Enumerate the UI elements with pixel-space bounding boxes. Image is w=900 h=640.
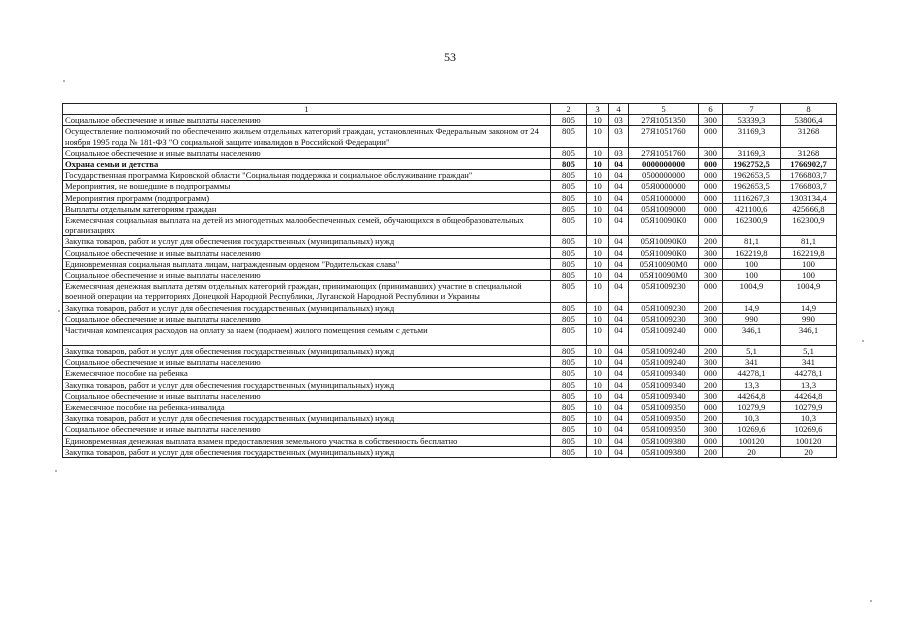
row-section-cell: 10 <box>587 147 609 158</box>
header-cell: 1 <box>63 104 551 115</box>
row-section-cell: 10 <box>587 170 609 181</box>
row-amount-2025-cell: 1766803,7 <box>781 181 837 192</box>
row-code-cell: 805 <box>551 247 587 258</box>
table-row <box>63 402 837 413</box>
row-subsection-cell: 03 <box>609 126 629 147</box>
row-code-cell: 805 <box>551 147 587 158</box>
row-article-cell: 05Я1009340 <box>629 390 699 401</box>
table-row <box>63 325 837 346</box>
header-cell: 5 <box>629 104 699 115</box>
row-article-cell: 27Я1051760 <box>629 147 699 158</box>
row-name-cell: Ежемесячная социальная выплата на детей из многодетных малообеспеченных семей, обучающихся в общеобразовательных организациях <box>63 215 551 236</box>
row-section-cell: 10 <box>587 413 609 424</box>
row-code-cell: 805 <box>551 357 587 368</box>
table-row <box>63 390 837 401</box>
table-body <box>63 104 837 458</box>
row-amount-2025-cell: 10,3 <box>781 413 837 424</box>
row-amount-2024-cell: 1004,9 <box>723 281 781 302</box>
table-row <box>63 181 837 192</box>
row-code-cell: 805 <box>551 435 587 446</box>
row-code-cell: 805 <box>551 270 587 281</box>
row-article-cell: 05Я1009350 <box>629 413 699 424</box>
header-cell: 6 <box>699 104 723 115</box>
row-subsection-cell: 04 <box>609 379 629 390</box>
row-amount-2025-cell: 5,1 <box>781 346 837 357</box>
row-amount-2025-cell: 162300,9 <box>781 215 837 236</box>
row-section-cell: 10 <box>587 236 609 247</box>
row-name-cell: Охрана семьи и детства <box>63 159 551 170</box>
row-type-cell: 000 <box>699 368 723 379</box>
row-amount-2024-cell: 1962653,5 <box>723 170 781 181</box>
row-section-cell: 10 <box>587 215 609 236</box>
table-row <box>63 435 837 446</box>
row-name-cell: Частичная компенсация расходов на оплату за наем (поднаем) жилого помещения семьям с детьми <box>63 325 551 346</box>
table-row <box>63 215 837 236</box>
row-amount-2025-cell: 341 <box>781 357 837 368</box>
row-code-cell: 805 <box>551 379 587 390</box>
row-section-cell: 10 <box>587 281 609 302</box>
row-name-cell: Закупка товаров, работ и услуг для обеспечения государственных (муниципальных) нужд <box>63 379 551 390</box>
scan-speck <box>63 80 65 82</box>
row-name-cell: Социальное обеспечение и иные выплаты населению <box>63 390 551 401</box>
row-amount-2024-cell: 81,1 <box>723 236 781 247</box>
row-name-cell: Социальное обеспечение и иные выплаты населению <box>63 270 551 281</box>
row-code-cell: 805 <box>551 302 587 313</box>
row-name-cell: Единовременная социальная выплата лицам, награжденным орденом "Родительская слава" <box>63 258 551 269</box>
row-amount-2024-cell: 10,3 <box>723 413 781 424</box>
row-amount-2024-cell: 990 <box>723 313 781 324</box>
row-type-cell: 000 <box>699 192 723 203</box>
row-name-cell: Единовременная денежная выплата взамен предоставления земельного участка в собственность бесплатно <box>63 435 551 446</box>
table-row <box>63 170 837 181</box>
row-code-cell: 805 <box>551 115 587 126</box>
row-subsection-cell: 04 <box>609 215 629 236</box>
row-amount-2025-cell: 44278,1 <box>781 368 837 379</box>
row-amount-2024-cell: 1962653,5 <box>723 181 781 192</box>
table-row <box>63 413 837 424</box>
row-name-cell: Социальное обеспечение и иные выплаты населению <box>63 115 551 126</box>
row-article-cell: 05Я10090К0 <box>629 215 699 236</box>
header-row <box>63 104 837 115</box>
row-code-cell: 805 <box>551 170 587 181</box>
row-amount-2024-cell: 31169,3 <box>723 126 781 147</box>
row-section-cell: 10 <box>587 424 609 435</box>
row-subsection-cell: 04 <box>609 368 629 379</box>
row-subsection-cell: 04 <box>609 424 629 435</box>
row-section-cell: 10 <box>587 247 609 258</box>
header-cell: 8 <box>781 104 837 115</box>
header-cell: 2 <box>551 104 587 115</box>
row-code-cell: 805 <box>551 368 587 379</box>
row-amount-2025-cell: 31268 <box>781 126 837 147</box>
row-type-cell: 000 <box>699 325 723 346</box>
row-subsection-cell: 04 <box>609 413 629 424</box>
row-section-cell: 10 <box>587 126 609 147</box>
table-row <box>63 379 837 390</box>
row-section-cell: 10 <box>587 390 609 401</box>
table-row <box>63 247 837 258</box>
row-article-cell: 05Я1009350 <box>629 402 699 413</box>
table-row <box>63 236 837 247</box>
row-amount-2024-cell: 53339,3 <box>723 115 781 126</box>
row-code-cell: 805 <box>551 281 587 302</box>
row-article-cell: 05Я1009000 <box>629 203 699 214</box>
row-subsection-cell: 04 <box>609 446 629 457</box>
scan-speck <box>870 600 872 602</box>
row-amount-2024-cell: 100120 <box>723 435 781 446</box>
row-name-cell: Государственная программа Кировской области "Социальная поддержка и социальное обслуживание граждан" <box>63 170 551 181</box>
row-name-cell: Закупка товаров, работ и услуг для обеспечения государственных (муниципальных) нужд <box>63 413 551 424</box>
row-name-cell: Осуществление полномочий по обеспечению жильем отдельных категорий граждан, установленных Федеральным законом от 24 ноября 1995 года № 181-ФЗ "О социальной защите инвалидов в Российской Федерации" <box>63 126 551 147</box>
row-code-cell: 805 <box>551 236 587 247</box>
table-row <box>63 115 837 126</box>
row-amount-2025-cell: 10269,6 <box>781 424 837 435</box>
row-subsection-cell: 03 <box>609 115 629 126</box>
header-cell: 4 <box>609 104 629 115</box>
row-type-cell: 200 <box>699 446 723 457</box>
row-subsection-cell: 04 <box>609 159 629 170</box>
row-amount-2025-cell: 53806,4 <box>781 115 837 126</box>
row-amount-2025-cell: 162219,8 <box>781 247 837 258</box>
row-type-cell: 300 <box>699 147 723 158</box>
table-row <box>63 147 837 158</box>
row-amount-2024-cell: 44278,1 <box>723 368 781 379</box>
row-amount-2024-cell: 10269,6 <box>723 424 781 435</box>
row-amount-2025-cell: 1303134,4 <box>781 192 837 203</box>
row-section-cell: 10 <box>587 115 609 126</box>
row-type-cell: 300 <box>699 424 723 435</box>
row-type-cell: 000 <box>699 203 723 214</box>
row-amount-2024-cell: 100 <box>723 270 781 281</box>
row-code-cell: 805 <box>551 258 587 269</box>
row-amount-2024-cell: 14,9 <box>723 302 781 313</box>
row-subsection-cell: 04 <box>609 247 629 258</box>
row-name-cell: Ежемесячное пособие на ребенка-инвалида <box>63 402 551 413</box>
row-type-cell: 000 <box>699 402 723 413</box>
table-row <box>63 281 837 302</box>
row-section-cell: 10 <box>587 379 609 390</box>
row-amount-2024-cell: 1962752,5 <box>723 159 781 170</box>
row-amount-2024-cell: 44264,8 <box>723 390 781 401</box>
row-amount-2024-cell: 1116267,3 <box>723 192 781 203</box>
row-section-cell: 10 <box>587 159 609 170</box>
page-number: 53 <box>444 50 456 64</box>
row-type-cell: 300 <box>699 390 723 401</box>
row-name-cell: Социальное обеспечение и иные выплаты населению <box>63 313 551 324</box>
row-section-cell: 10 <box>587 181 609 192</box>
row-type-cell: 300 <box>699 247 723 258</box>
row-subsection-cell: 04 <box>609 325 629 346</box>
row-article-cell: 05Я10090М0 <box>629 270 699 281</box>
row-amount-2025-cell: 31268 <box>781 147 837 158</box>
row-amount-2024-cell: 20 <box>723 446 781 457</box>
row-code-cell: 805 <box>551 181 587 192</box>
row-type-cell: 300 <box>699 270 723 281</box>
row-code-cell: 805 <box>551 325 587 346</box>
row-article-cell: 05Я1009230 <box>629 302 699 313</box>
row-type-cell: 300 <box>699 357 723 368</box>
row-subsection-cell: 03 <box>609 147 629 158</box>
row-amount-2025-cell: 346,1 <box>781 325 837 346</box>
row-subsection-cell: 04 <box>609 258 629 269</box>
row-name-cell: Социальное обеспечение и иные выплаты населению <box>63 424 551 435</box>
row-article-cell: 05Я10090М0 <box>629 258 699 269</box>
row-name-cell: Социальное обеспечение и иные выплаты населению <box>63 247 551 258</box>
row-name-cell: Социальное обеспечение и иные выплаты населению <box>63 357 551 368</box>
row-type-cell: 000 <box>699 258 723 269</box>
row-subsection-cell: 04 <box>609 170 629 181</box>
header-cell: 7 <box>723 104 781 115</box>
row-amount-2025-cell: 1004,9 <box>781 281 837 302</box>
row-section-cell: 10 <box>587 346 609 357</box>
row-amount-2025-cell: 81,1 <box>781 236 837 247</box>
row-amount-2024-cell: 100 <box>723 258 781 269</box>
table-row <box>63 346 837 357</box>
row-type-cell: 200 <box>699 302 723 313</box>
scan-speck <box>55 470 57 472</box>
table-row <box>63 192 837 203</box>
row-code-cell: 805 <box>551 215 587 236</box>
scan-speck <box>862 340 864 342</box>
row-article-cell: 05Я1009350 <box>629 424 699 435</box>
row-subsection-cell: 04 <box>609 270 629 281</box>
row-subsection-cell: 04 <box>609 357 629 368</box>
row-article-cell: 05Я1009340 <box>629 368 699 379</box>
row-article-cell: 05Я1009240 <box>629 357 699 368</box>
row-name-cell: Ежемесячное пособие на ребенка <box>63 368 551 379</box>
row-name-cell: Закупка товаров, работ и услуг для обеспечения государственных (муниципальных) нужд <box>63 346 551 357</box>
table-row <box>63 424 837 435</box>
row-type-cell: 000 <box>699 281 723 302</box>
row-article-cell: 05Я1009240 <box>629 346 699 357</box>
row-amount-2025-cell: 13,3 <box>781 379 837 390</box>
row-article-cell: 0500000000 <box>629 170 699 181</box>
table-row <box>63 302 837 313</box>
row-amount-2025-cell: 14,9 <box>781 302 837 313</box>
row-amount-2025-cell: 1766803,7 <box>781 170 837 181</box>
row-amount-2024-cell: 10279,9 <box>723 402 781 413</box>
row-type-cell: 200 <box>699 379 723 390</box>
row-amount-2025-cell: 425666,8 <box>781 203 837 214</box>
row-article-cell: 05Я1009380 <box>629 435 699 446</box>
row-section-cell: 10 <box>587 203 609 214</box>
row-name-cell: Социальное обеспечение и иные выплаты населению <box>63 147 551 158</box>
table-row <box>63 270 837 281</box>
row-article-cell: 05Я10090К0 <box>629 236 699 247</box>
row-section-cell: 10 <box>587 258 609 269</box>
row-article-cell: 05Я1009230 <box>629 281 699 302</box>
row-section-cell: 10 <box>587 357 609 368</box>
row-amount-2025-cell: 100120 <box>781 435 837 446</box>
row-code-cell: 805 <box>551 446 587 457</box>
row-amount-2025-cell: 44264,8 <box>781 390 837 401</box>
table-row <box>63 203 837 214</box>
row-article-cell: 27Я1051760 <box>629 126 699 147</box>
row-article-cell: 05Я1009230 <box>629 313 699 324</box>
row-type-cell: 000 <box>699 181 723 192</box>
row-article-cell: 05Я0000000 <box>629 181 699 192</box>
row-article-cell: 05Я1009240 <box>629 325 699 346</box>
row-type-cell: 200 <box>699 346 723 357</box>
row-section-cell: 10 <box>587 435 609 446</box>
table-row <box>63 368 837 379</box>
row-code-cell: 805 <box>551 159 587 170</box>
row-amount-2025-cell: 20 <box>781 446 837 457</box>
row-section-cell: 10 <box>587 313 609 324</box>
row-amount-2025-cell: 100 <box>781 270 837 281</box>
row-type-cell: 000 <box>699 159 723 170</box>
row-amount-2025-cell: 10279,9 <box>781 402 837 413</box>
row-article-cell: 05Я1009380 <box>629 446 699 457</box>
row-section-cell: 10 <box>587 325 609 346</box>
row-amount-2024-cell: 341 <box>723 357 781 368</box>
row-subsection-cell: 04 <box>609 192 629 203</box>
table-row <box>63 126 837 147</box>
row-subsection-cell: 04 <box>609 203 629 214</box>
table-row <box>63 313 837 324</box>
row-amount-2025-cell: 1766902,7 <box>781 159 837 170</box>
row-name-cell: Закупка товаров, работ и услуг для обеспечения государственных (муниципальных) нужд <box>63 446 551 457</box>
row-code-cell: 805 <box>551 126 587 147</box>
row-section-cell: 10 <box>587 270 609 281</box>
row-subsection-cell: 04 <box>609 435 629 446</box>
row-amount-2024-cell: 346,1 <box>723 325 781 346</box>
table-row <box>63 159 837 170</box>
row-type-cell: 300 <box>699 313 723 324</box>
header-cell: 3 <box>587 104 609 115</box>
row-amount-2024-cell: 5,1 <box>723 346 781 357</box>
row-article-cell: 05Я1009340 <box>629 379 699 390</box>
row-type-cell: 000 <box>699 215 723 236</box>
row-name-cell: Мероприятия программ (подпрограмм) <box>63 192 551 203</box>
row-section-cell: 10 <box>587 302 609 313</box>
row-section-cell: 10 <box>587 402 609 413</box>
row-subsection-cell: 04 <box>609 281 629 302</box>
row-code-cell: 805 <box>551 424 587 435</box>
row-subsection-cell: 04 <box>609 302 629 313</box>
row-section-cell: 10 <box>587 192 609 203</box>
row-name-cell: Ежемесячная денежная выплата детям отдельных категорий граждан, принимающих (принимавших) участие в специальной военной операции на территориях Донецкой Народной Республики, Луганской Народной Республики и Украины <box>63 281 551 302</box>
row-name-cell: Мероприятия, не вошедшие в подпрограммы <box>63 181 551 192</box>
row-code-cell: 805 <box>551 203 587 214</box>
row-name-cell: Выплаты отдельным категориям граждан <box>63 203 551 214</box>
row-amount-2024-cell: 31169,3 <box>723 147 781 158</box>
scan-speck <box>58 310 60 312</box>
row-type-cell: 200 <box>699 236 723 247</box>
row-code-cell: 805 <box>551 313 587 324</box>
row-code-cell: 805 <box>551 413 587 424</box>
row-type-cell: 000 <box>699 435 723 446</box>
row-type-cell: 000 <box>699 170 723 181</box>
row-type-cell: 000 <box>699 126 723 147</box>
row-code-cell: 805 <box>551 402 587 413</box>
row-article-cell: 05Я1000000 <box>629 192 699 203</box>
row-name-cell: Закупка товаров, работ и услуг для обеспечения государственных (муниципальных) нужд <box>63 236 551 247</box>
row-subsection-cell: 04 <box>609 390 629 401</box>
row-article-cell: 05Я10090К0 <box>629 247 699 258</box>
row-amount-2025-cell: 990 <box>781 313 837 324</box>
table-row <box>63 258 837 269</box>
row-amount-2024-cell: 162219,8 <box>723 247 781 258</box>
row-subsection-cell: 04 <box>609 313 629 324</box>
row-code-cell: 805 <box>551 390 587 401</box>
row-article-cell: 27Я1051350 <box>629 115 699 126</box>
row-amount-2025-cell: 100 <box>781 258 837 269</box>
row-subsection-cell: 04 <box>609 346 629 357</box>
row-section-cell: 10 <box>587 368 609 379</box>
row-name-cell: Закупка товаров, работ и услуг для обеспечения государственных (муниципальных) нужд <box>63 302 551 313</box>
row-amount-2024-cell: 421100,6 <box>723 203 781 214</box>
budget-table <box>62 103 837 458</box>
table-row <box>63 357 837 368</box>
row-type-cell: 200 <box>699 413 723 424</box>
row-code-cell: 805 <box>551 346 587 357</box>
row-code-cell: 805 <box>551 192 587 203</box>
row-type-cell: 300 <box>699 115 723 126</box>
row-amount-2024-cell: 162300,9 <box>723 215 781 236</box>
row-subsection-cell: 04 <box>609 181 629 192</box>
row-amount-2024-cell: 13,3 <box>723 379 781 390</box>
row-article-cell: 0000000000 <box>629 159 699 170</box>
row-subsection-cell: 04 <box>609 236 629 247</box>
row-section-cell: 10 <box>587 446 609 457</box>
row-subsection-cell: 04 <box>609 402 629 413</box>
table-row <box>63 446 837 457</box>
